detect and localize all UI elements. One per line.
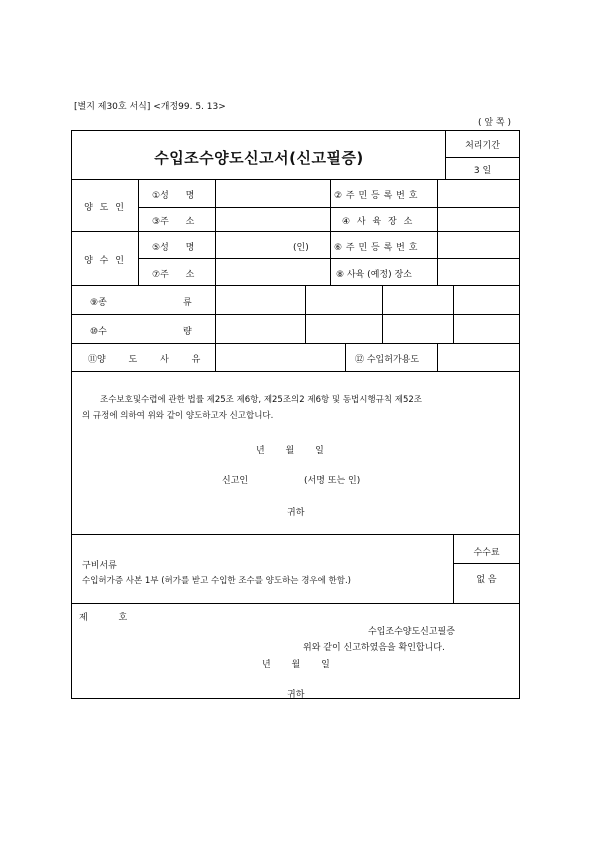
- certificate-text: 위와 같이 신고하였음을 확인합니다.: [303, 643, 445, 653]
- statement-date: 년 월 일: [256, 446, 324, 456]
- page-side-label: ( 앞 쪽 ): [478, 118, 511, 128]
- fee-divider: [453, 563, 520, 564]
- certificate-date: 년 월 일: [262, 660, 330, 670]
- form-number-note: [별지 제30호 서식] <개정99. 5. 13>: [74, 102, 226, 112]
- applicant-label: 신고인: [222, 476, 249, 486]
- rule: [138, 207, 520, 208]
- transferee-group-label: 양 수 인: [84, 256, 126, 266]
- quantity-label-suffix: 량: [183, 327, 192, 337]
- transferor-workplace-label: ④ 사 육 장 소: [342, 217, 413, 227]
- reason-label: ⑪양 도 사 유: [88, 355, 201, 365]
- transferor-name-label: ①성 명: [152, 191, 195, 201]
- label-divider: [215, 179, 216, 285]
- species-label-suffix: 류: [183, 298, 192, 308]
- transferor-address-label: ③주 소: [152, 217, 195, 227]
- certificate-addressee: 귀하: [287, 690, 305, 700]
- transferor-group-label: 양 도 인: [84, 203, 126, 213]
- cell-divider: [345, 343, 346, 371]
- documents-item: 수입허가증 사본 1부 (허가를 받고 수입한 조수를 양도하는 경우에 한함.): [82, 576, 351, 586]
- processing-divider: [445, 157, 520, 158]
- processing-label: 처리기간: [465, 141, 500, 151]
- value-divider: [330, 179, 331, 285]
- transfer-report-form: [71, 130, 520, 699]
- rule: [138, 258, 520, 259]
- documents-label: 구비서류: [82, 561, 117, 571]
- import-purpose-label: ⑫ 수입허가용도: [355, 355, 420, 365]
- statement-line-2: 의 규정에 의하여 위와 같이 양도하고자 신고합니다.: [82, 411, 274, 421]
- fee-value: 없 음: [476, 575, 497, 585]
- species-label: ⑨종: [90, 298, 107, 308]
- quantity-label: ⑩수: [90, 327, 107, 337]
- fee-label: 수수료: [473, 548, 500, 558]
- transferee-address-label: ⑦주 소: [152, 270, 195, 280]
- rule: [72, 603, 520, 604]
- rule: [72, 343, 520, 344]
- cell-divider: [382, 285, 383, 343]
- rule: [72, 179, 520, 180]
- value-divider: [437, 179, 438, 285]
- cell-divider: [305, 285, 306, 343]
- transferee-name-label: ⑤성 명: [152, 243, 195, 253]
- transferor-rrn-label: ② 주 민 등 록 번 호: [334, 191, 418, 201]
- statement-line-1: 조수보호및수렵에 관한 법률 제25조 제6항, 제25조의2 제6항 및 동법시행규칙 제52조: [100, 395, 423, 405]
- group-divider: [138, 179, 139, 285]
- label-divider: [215, 285, 216, 371]
- processing-value: 3 일: [473, 166, 492, 176]
- cell-divider: [453, 285, 454, 343]
- certificate-title: 수입조수양도신고필증: [368, 627, 455, 637]
- cell-divider: [437, 343, 438, 371]
- form-title: 수입조수양도신고서(신고필증): [154, 149, 364, 167]
- applicant-sign-label: (서명 또는 인): [304, 476, 361, 486]
- certificate-number-label: 제 호: [79, 613, 128, 623]
- transferee-seal-mark: (인): [293, 243, 309, 253]
- rule: [72, 371, 520, 372]
- statement-addressee: 귀하: [287, 508, 305, 518]
- transferee-workplace-label: ⑧ 사육 (예정) 장소: [336, 270, 412, 280]
- transferee-rrn-label: ⑥ 주 민 등 록 번 호: [334, 243, 418, 253]
- rule: [72, 231, 520, 232]
